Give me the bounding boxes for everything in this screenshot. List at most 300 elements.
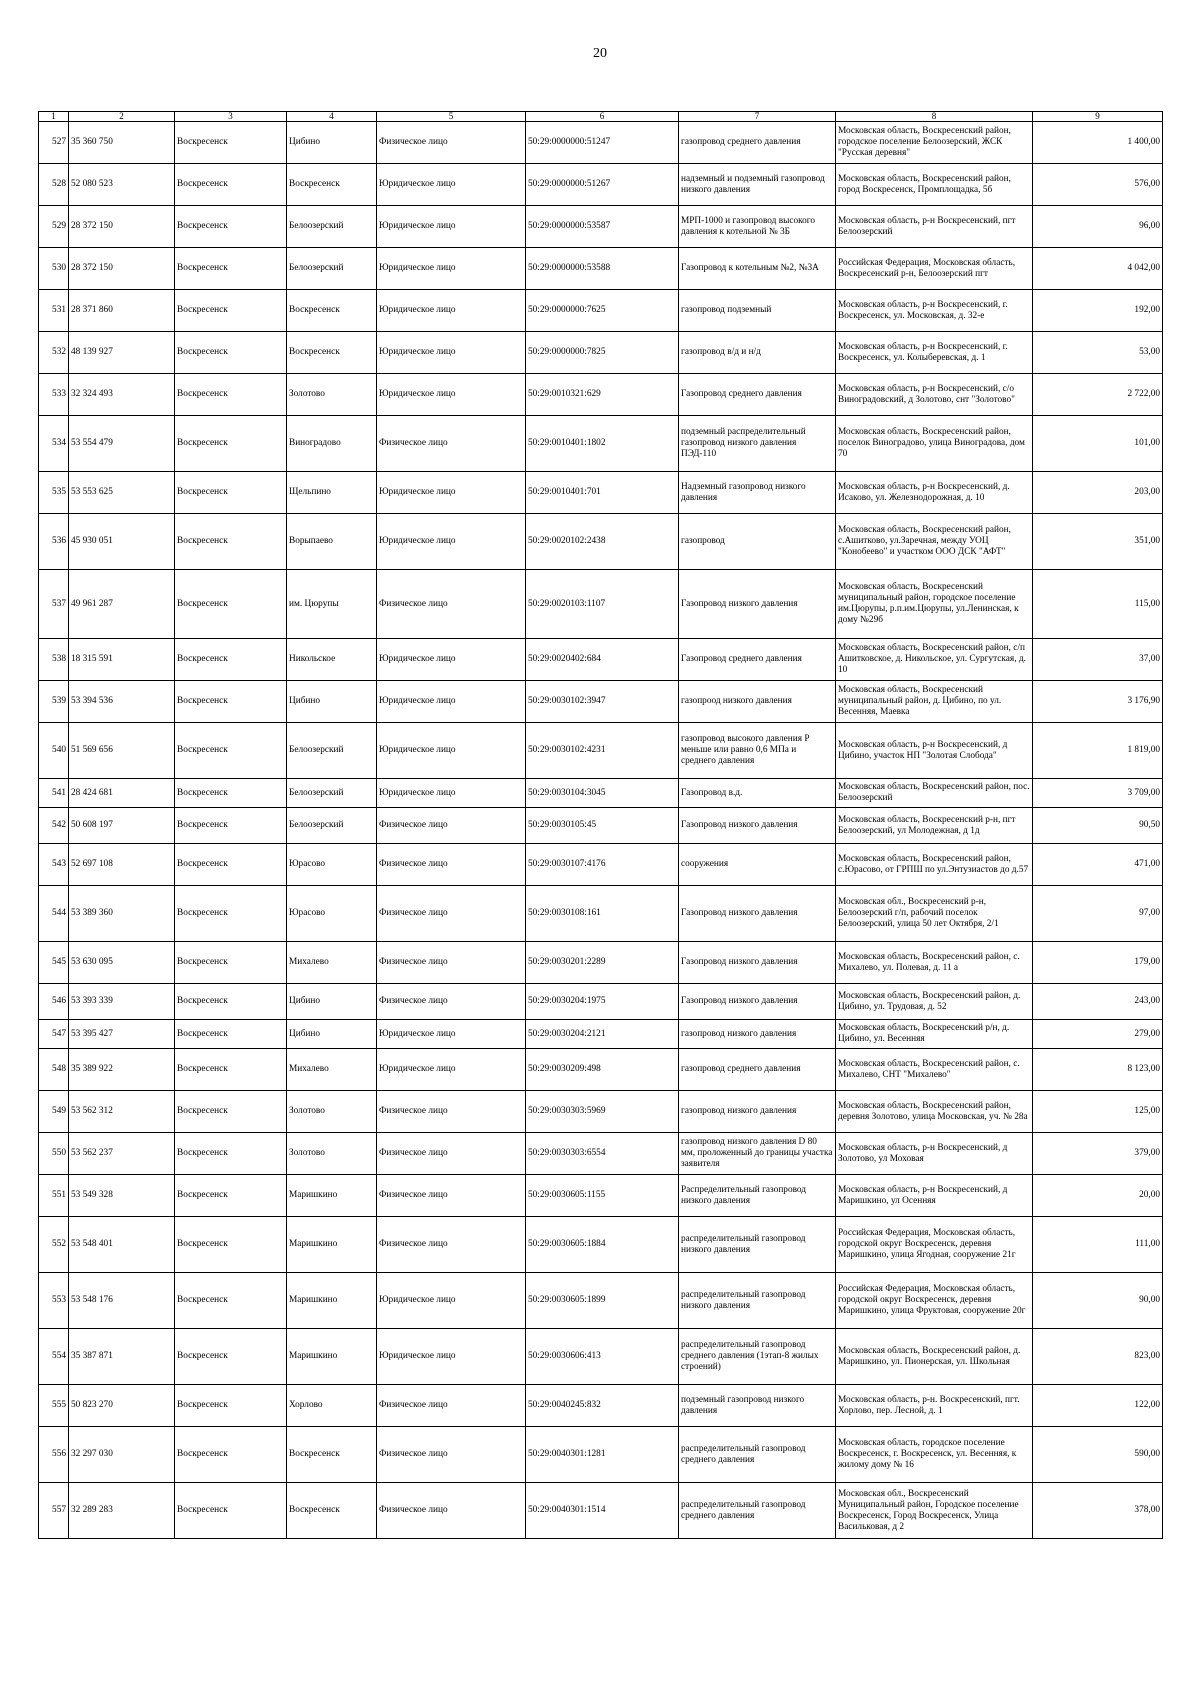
owner-type-cell: Юридическое лицо <box>377 1049 526 1091</box>
locality-cell: Белоозерский <box>287 779 377 808</box>
length-cell: 122,00 <box>1033 1385 1163 1427</box>
owner-type-cell: Юридическое лицо <box>377 1329 526 1385</box>
address-cell: Московская область, Воскресенский район, д. Маришкино, ул. Пионерская, ул. Школьная <box>836 1329 1033 1385</box>
code-cell: 45 930 051 <box>69 514 175 570</box>
owner-type-cell: Юридическое лицо <box>377 514 526 570</box>
cadastral-number-cell: 50:29:0020402:684 <box>526 639 679 681</box>
object-name-cell: распределительный газопровод низкого давления <box>679 1217 836 1273</box>
table-row <box>39 514 1163 570</box>
locality-cell: Маришкино <box>287 1217 377 1273</box>
column-header: 8 <box>836 112 1033 122</box>
locality-cell: Белоозерский <box>287 808 377 844</box>
object-name-cell: МРП-1000 и газопровод высокого давления к котельной № 3Б <box>679 206 836 248</box>
address-cell: Московская область, Воскресенский район, деревня Золотово, улица Московская, уч. № 28а <box>836 1091 1033 1133</box>
table-row <box>39 472 1163 514</box>
address-cell: Московская область, Воскресенский район, д. Цибино, ул. Трудовая, д. 52 <box>836 984 1033 1020</box>
code-cell: 53 395 427 <box>69 1020 175 1049</box>
municipality-cell: Воскресенск <box>175 681 287 723</box>
municipality-cell: Воскресенск <box>175 1175 287 1217</box>
address-cell: Московская область, Воскресенский муниципальный район, городское поселение им.Цюрупы, р.п.им.Цюрупы, ул.Ленинская, к дому №29б <box>836 570 1033 639</box>
object-name-cell: Надземный газопровод низкого давления <box>679 472 836 514</box>
municipality-cell: Воскресенск <box>175 808 287 844</box>
object-name-cell: Газопровод низкого давления <box>679 942 836 984</box>
code-cell: 32 289 283 <box>69 1483 175 1539</box>
table-row <box>39 374 1163 416</box>
table-row <box>39 639 1163 681</box>
cadastral-number-cell: 50:29:0000000:53588 <box>526 248 679 290</box>
row-number-cell: 535 <box>39 472 69 514</box>
table-row <box>39 1049 1163 1091</box>
locality-cell: Воскресенск <box>287 290 377 332</box>
length-cell: 203,00 <box>1033 472 1163 514</box>
municipality-cell: Воскресенск <box>175 639 287 681</box>
locality-cell: Белоозерский <box>287 206 377 248</box>
owner-type-cell: Физическое лицо <box>377 1385 526 1427</box>
length-cell: 90,00 <box>1033 1273 1163 1329</box>
cadastral-number-cell: 50:29:0020102:2438 <box>526 514 679 570</box>
object-name-cell: Газопровод к котельным №2, №3А <box>679 248 836 290</box>
object-name-cell: Газопровод среднего давления <box>679 374 836 416</box>
object-name-cell: Газопровод низкого давления <box>679 886 836 942</box>
locality-cell: Цибино <box>287 122 377 164</box>
row-number-cell: 546 <box>39 984 69 1020</box>
object-name-cell: газопровод в/д и н/д <box>679 332 836 374</box>
object-name-cell: распределительный газопровод низкого давления <box>679 1273 836 1329</box>
object-name-cell: газопровод среднего давления <box>679 122 836 164</box>
length-cell: 590,00 <box>1033 1427 1163 1483</box>
address-cell: Московская область, Воскресенский р/н, д. Цибино, ул. Весенняя <box>836 1020 1033 1049</box>
address-cell: Московская область, р-н Воскресенский, д Цибино, участок НП "Золотая Слобода" <box>836 723 1033 779</box>
address-cell: Московская область, Воскресенский район, пос. Белоозерский <box>836 779 1033 808</box>
table-row <box>39 1217 1163 1273</box>
row-number-cell: 540 <box>39 723 69 779</box>
owner-type-cell: Юридическое лицо <box>377 332 526 374</box>
object-name-cell: распределительный газопровод среднего давления <box>679 1427 836 1483</box>
column-header: 4 <box>287 112 377 122</box>
cadastral-number-cell: 50:29:0000000:51247 <box>526 122 679 164</box>
municipality-cell: Воскресенск <box>175 886 287 942</box>
cadastral-number-cell: 50:29:0030105:45 <box>526 808 679 844</box>
object-name-cell: газопровод низкого давления <box>679 1091 836 1133</box>
locality-cell: Цибино <box>287 681 377 723</box>
address-cell: Московская область, р-н Воскресенский, г. Воскресенск, ул. Колыберевская, д. 1 <box>836 332 1033 374</box>
row-number-cell: 547 <box>39 1020 69 1049</box>
cadastral-number-cell: 50:29:0010401:701 <box>526 472 679 514</box>
locality-cell: Юрасово <box>287 844 377 886</box>
row-number-cell: 548 <box>39 1049 69 1091</box>
table-row <box>39 1133 1163 1175</box>
owner-type-cell: Юридическое лицо <box>377 779 526 808</box>
table-row <box>39 570 1163 639</box>
row-number-cell: 530 <box>39 248 69 290</box>
column-header: 2 <box>69 112 175 122</box>
cadastral-number-cell: 50:29:0030102:4231 <box>526 723 679 779</box>
table-row <box>39 416 1163 472</box>
length-cell: 4 042,00 <box>1033 248 1163 290</box>
row-number-cell: 555 <box>39 1385 69 1427</box>
address-cell: Московская область, Воскресенский район, город Воскресенск, Промплощадка, 5б <box>836 164 1033 206</box>
object-name-cell: Распределительный газопровод низкого давления <box>679 1175 836 1217</box>
table-row <box>39 164 1163 206</box>
locality-cell: Цибино <box>287 984 377 1020</box>
owner-type-cell: Физическое лицо <box>377 844 526 886</box>
locality-cell: Щельпино <box>287 472 377 514</box>
code-cell: 50 823 270 <box>69 1385 175 1427</box>
object-name-cell: Газопровод в.д. <box>679 779 836 808</box>
length-cell: 20,00 <box>1033 1175 1163 1217</box>
locality-cell: Михалево <box>287 1049 377 1091</box>
cadastral-number-cell: 50:29:0030102:3947 <box>526 681 679 723</box>
address-cell: Московская обл., Воскресенский р-н, Белоозерский г/п, рабочий поселок Белоозерский, улица 50 лет Октября, 2/1 <box>836 886 1033 942</box>
length-cell: 97,00 <box>1033 886 1163 942</box>
length-cell: 2 722,00 <box>1033 374 1163 416</box>
municipality-cell: Воскресенск <box>175 984 287 1020</box>
municipality-cell: Воскресенск <box>175 122 287 164</box>
code-cell: 53 549 328 <box>69 1175 175 1217</box>
table-row <box>39 206 1163 248</box>
length-cell: 37,00 <box>1033 639 1163 681</box>
address-cell: Московская область, Воскресенский район, с. Михалево, ул. Полевая, д. 11 а <box>836 942 1033 984</box>
owner-type-cell: Юридическое лицо <box>377 639 526 681</box>
owner-type-cell: Физическое лицо <box>377 1217 526 1273</box>
cadastral-number-cell: 50:29:0030108:161 <box>526 886 679 942</box>
cadastral-number-cell: 50:29:0030605:1899 <box>526 1273 679 1329</box>
table-row <box>39 723 1163 779</box>
code-cell: 53 630 095 <box>69 942 175 984</box>
address-cell: Московская область, Воскресенский район, городское поселение Белоозерский, ЖСК "Русская деревня" <box>836 122 1033 164</box>
length-cell: 192,00 <box>1033 290 1163 332</box>
code-cell: 53 562 312 <box>69 1091 175 1133</box>
length-cell: 1 400,00 <box>1033 122 1163 164</box>
municipality-cell: Воскресенск <box>175 942 287 984</box>
row-number-cell: 527 <box>39 122 69 164</box>
code-cell: 35 389 922 <box>69 1049 175 1091</box>
object-name-cell: сооружения <box>679 844 836 886</box>
length-cell: 101,00 <box>1033 416 1163 472</box>
owner-type-cell: Физическое лицо <box>377 1483 526 1539</box>
row-number-cell: 556 <box>39 1427 69 1483</box>
owner-type-cell: Физическое лицо <box>377 808 526 844</box>
municipality-cell: Воскресенск <box>175 1483 287 1539</box>
owner-type-cell: Юридическое лицо <box>377 723 526 779</box>
row-number-cell: 549 <box>39 1091 69 1133</box>
length-cell: 471,00 <box>1033 844 1163 886</box>
locality-cell: Юрасово <box>287 886 377 942</box>
locality-cell: Маришкино <box>287 1175 377 1217</box>
owner-type-cell: Физическое лицо <box>377 570 526 639</box>
address-cell: Московская область, Воскресенский район, с.Ашитково, ул.Заречная, между УОЦ "Конобеево" и участком ООО ДСК "АФТ" <box>836 514 1033 570</box>
code-cell: 53 554 479 <box>69 416 175 472</box>
row-number-cell: 534 <box>39 416 69 472</box>
locality-cell: Белоозерский <box>287 723 377 779</box>
owner-type-cell: Физическое лицо <box>377 416 526 472</box>
address-cell: Московская область, р-н Воскресенский, г. Воскресенск, ул. Московская, д. 32-е <box>836 290 1033 332</box>
owner-type-cell: Физическое лицо <box>377 1175 526 1217</box>
object-name-cell: подземный распределительный газопровод низкого давления ПЭД-110 <box>679 416 836 472</box>
row-number-cell: 557 <box>39 1483 69 1539</box>
municipality-cell: Воскресенск <box>175 164 287 206</box>
owner-type-cell: Юридическое лицо <box>377 681 526 723</box>
length-cell: 279,00 <box>1033 1020 1163 1049</box>
table-row <box>39 886 1163 942</box>
locality-cell: Маришкино <box>287 1273 377 1329</box>
row-number-cell: 531 <box>39 290 69 332</box>
cadastral-number-cell: 50:29:0020103:1107 <box>526 570 679 639</box>
cadastral-number-cell: 50:29:0000000:51267 <box>526 164 679 206</box>
table-row <box>39 779 1163 808</box>
code-cell: 28 424 681 <box>69 779 175 808</box>
table-row <box>39 1483 1163 1539</box>
code-cell: 28 372 150 <box>69 248 175 290</box>
address-cell: Московская область, Воскресенский район, поселок Виноградово, улица Виноградова, дом 70 <box>836 416 1033 472</box>
object-name-cell: газопровод низкого давления D 80 мм, проложенный до границы участка заявителя <box>679 1133 836 1175</box>
code-cell: 49 961 287 <box>69 570 175 639</box>
code-cell: 50 608 197 <box>69 808 175 844</box>
code-cell: 52 697 108 <box>69 844 175 886</box>
table-row <box>39 984 1163 1020</box>
page-number: 20 <box>593 46 607 61</box>
length-cell: 53,00 <box>1033 332 1163 374</box>
row-number-cell: 538 <box>39 639 69 681</box>
owner-type-cell: Юридическое лицо <box>377 1273 526 1329</box>
owner-type-cell: Физическое лицо <box>377 984 526 1020</box>
locality-cell: Воскресенск <box>287 164 377 206</box>
owner-type-cell: Юридическое лицо <box>377 290 526 332</box>
cadastral-number-cell: 50:29:0010401:1802 <box>526 416 679 472</box>
locality-cell: Белоозерский <box>287 248 377 290</box>
object-name-cell: Газопровод низкого давления <box>679 570 836 639</box>
table-row <box>39 681 1163 723</box>
code-cell: 53 548 401 <box>69 1217 175 1273</box>
row-number-cell: 542 <box>39 808 69 844</box>
length-cell: 823,00 <box>1033 1329 1163 1385</box>
table-row <box>39 808 1163 844</box>
cadastral-number-cell: 50:29:0030104:3045 <box>526 779 679 808</box>
table-row <box>39 1385 1163 1427</box>
row-number-cell: 553 <box>39 1273 69 1329</box>
owner-type-cell: Юридическое лицо <box>377 248 526 290</box>
column-header: 1 <box>39 112 69 122</box>
address-cell: Московская область, р-н. Воскресенский, пгт. Хорлово, пер. Лесной, д. 1 <box>836 1385 1033 1427</box>
length-cell: 8 123,00 <box>1033 1049 1163 1091</box>
row-number-cell: 550 <box>39 1133 69 1175</box>
column-header: 7 <box>679 112 836 122</box>
municipality-cell: Воскресенск <box>175 1385 287 1427</box>
column-header: 6 <box>526 112 679 122</box>
object-name-cell: газопровод низкого давления <box>679 1020 836 1049</box>
owner-type-cell: Физическое лицо <box>377 942 526 984</box>
row-number-cell: 529 <box>39 206 69 248</box>
cadastral-number-cell: 50:29:0040301:1281 <box>526 1427 679 1483</box>
object-name-cell: Газопровод низкого давления <box>679 984 836 1020</box>
cadastral-number-cell: 50:29:0010321:629 <box>526 374 679 416</box>
owner-type-cell: Физическое лицо <box>377 1091 526 1133</box>
cadastral-number-cell: 50:29:0000000:7625 <box>526 290 679 332</box>
object-name-cell: газопровод <box>679 514 836 570</box>
address-cell: Московская область, р-н Воскресенский, с/о Виноградовский, д Золотово, снт "Золотово" <box>836 374 1033 416</box>
municipality-cell: Воскресенск <box>175 1273 287 1329</box>
code-cell: 35 360 750 <box>69 122 175 164</box>
registry-table <box>38 111 1163 1539</box>
object-name-cell: распределительный газопровод среднего давления (1этап-8 жилых строений) <box>679 1329 836 1385</box>
code-cell: 32 324 493 <box>69 374 175 416</box>
row-number-cell: 532 <box>39 332 69 374</box>
row-number-cell: 528 <box>39 164 69 206</box>
address-cell: Московская область, городское поселение Воскресенск, г. Воскресенск, ул. Весенняя, к жилому дому № 16 <box>836 1427 1033 1483</box>
owner-type-cell: Юридическое лицо <box>377 164 526 206</box>
length-cell: 90,50 <box>1033 808 1163 844</box>
header-row <box>39 112 1163 122</box>
locality-cell: Золотово <box>287 1091 377 1133</box>
locality-cell: Цибино <box>287 1020 377 1049</box>
length-cell: 3 709,00 <box>1033 779 1163 808</box>
table-row <box>39 290 1163 332</box>
address-cell: Российская Федерация, Московская область, Воскресенский р-н, Белоозерский пгт <box>836 248 1033 290</box>
address-cell: Московская область, Воскресенский район, с. Михалево, СНТ "Михалево" <box>836 1049 1033 1091</box>
locality-cell: Ворыпаево <box>287 514 377 570</box>
code-cell: 53 393 339 <box>69 984 175 1020</box>
municipality-cell: Воскресенск <box>175 844 287 886</box>
row-number-cell: 533 <box>39 374 69 416</box>
length-cell: 111,00 <box>1033 1217 1163 1273</box>
address-cell: Московская область, р-н Воскресенский, д. Исаково, ул. Железнодорожная, д. 10 <box>836 472 1033 514</box>
municipality-cell: Воскресенск <box>175 248 287 290</box>
code-cell: 35 387 871 <box>69 1329 175 1385</box>
locality-cell: Воскресенск <box>287 332 377 374</box>
row-number-cell: 554 <box>39 1329 69 1385</box>
owner-type-cell: Физическое лицо <box>377 122 526 164</box>
address-cell: Российская Федерация, Московская область, городской округ Воскресенск, деревня Маришкино, улица Фруктовая, сооружение 20г <box>836 1273 1033 1329</box>
locality-cell: Хорлово <box>287 1385 377 1427</box>
code-cell: 53 394 536 <box>69 681 175 723</box>
code-cell: 32 297 030 <box>69 1427 175 1483</box>
municipality-cell: Воскресенск <box>175 290 287 332</box>
municipality-cell: Воскресенск <box>175 570 287 639</box>
row-number-cell: 536 <box>39 514 69 570</box>
length-cell: 96,00 <box>1033 206 1163 248</box>
length-cell: 125,00 <box>1033 1091 1163 1133</box>
municipality-cell: Воскресенск <box>175 416 287 472</box>
cadastral-number-cell: 50:29:0030204:1975 <box>526 984 679 1020</box>
code-cell: 52 080 523 <box>69 164 175 206</box>
table-row <box>39 122 1163 164</box>
code-cell: 53 562 237 <box>69 1133 175 1175</box>
table-row <box>39 844 1163 886</box>
table-row <box>39 1329 1163 1385</box>
object-name-cell: распределительный газопровод среднего давления <box>679 1483 836 1539</box>
cadastral-number-cell: 50:29:0030605:1884 <box>526 1217 679 1273</box>
row-number-cell: 543 <box>39 844 69 886</box>
row-number-cell: 544 <box>39 886 69 942</box>
locality-cell: Маришкино <box>287 1329 377 1385</box>
municipality-cell: Воскресенск <box>175 1049 287 1091</box>
municipality-cell: Воскресенск <box>175 723 287 779</box>
row-number-cell: 539 <box>39 681 69 723</box>
address-cell: Московская область, Воскресенский муниципальный район, д. Цибино, по ул. Весенняя, Маевка <box>836 681 1033 723</box>
municipality-cell: Воскресенск <box>175 1329 287 1385</box>
length-cell: 243,00 <box>1033 984 1163 1020</box>
code-cell: 28 371 860 <box>69 290 175 332</box>
code-cell: 18 315 591 <box>69 639 175 681</box>
row-number-cell: 545 <box>39 942 69 984</box>
length-cell: 379,00 <box>1033 1133 1163 1175</box>
municipality-cell: Воскресенск <box>175 779 287 808</box>
length-cell: 1 819,00 <box>1033 723 1163 779</box>
address-cell: Московская область, р-н Воскресенский, д Золотово, ул Моховая <box>836 1133 1033 1175</box>
locality-cell: Никольское <box>287 639 377 681</box>
cadastral-number-cell: 50:29:0030303:6554 <box>526 1133 679 1175</box>
length-cell: 351,00 <box>1033 514 1163 570</box>
column-header: 3 <box>175 112 287 122</box>
object-name-cell: Газопровод среднего давления <box>679 639 836 681</box>
cadastral-number-cell: 50:29:0040245:832 <box>526 1385 679 1427</box>
object-name-cell: надземный и подземный газопровод низкого давления <box>679 164 836 206</box>
row-number-cell: 552 <box>39 1217 69 1273</box>
owner-type-cell: Юридическое лицо <box>377 472 526 514</box>
table-row <box>39 1427 1163 1483</box>
address-cell: Московская область, Воскресенский район, с.Юрасово, от ГРПШ по ул.Энтузиастов до д.57 <box>836 844 1033 886</box>
length-cell: 179,00 <box>1033 942 1163 984</box>
column-header: 9 <box>1033 112 1163 122</box>
code-cell: 53 548 176 <box>69 1273 175 1329</box>
table-row <box>39 1175 1163 1217</box>
municipality-cell: Воскресенск <box>175 1133 287 1175</box>
length-cell: 378,00 <box>1033 1483 1163 1539</box>
table-row <box>39 1020 1163 1049</box>
locality-cell: Золотово <box>287 374 377 416</box>
owner-type-cell: Физическое лицо <box>377 1427 526 1483</box>
code-cell: 28 372 150 <box>69 206 175 248</box>
object-name-cell: газопровод среднего давления <box>679 1049 836 1091</box>
object-name-cell: газопровод подземный <box>679 290 836 332</box>
cadastral-number-cell: 50:29:0000000:53587 <box>526 206 679 248</box>
cadastral-number-cell: 50:29:0030209:498 <box>526 1049 679 1091</box>
table-row <box>39 1273 1163 1329</box>
locality-cell: им. Цюрупы <box>287 570 377 639</box>
table-row <box>39 332 1163 374</box>
registry-body <box>39 122 1163 1539</box>
locality-cell: Виноградово <box>287 416 377 472</box>
table-row <box>39 1091 1163 1133</box>
length-cell: 3 176,90 <box>1033 681 1163 723</box>
object-name-cell: подземный газопровод низкого давления <box>679 1385 836 1427</box>
locality-cell: Воскресенск <box>287 1483 377 1539</box>
locality-cell: Михалево <box>287 942 377 984</box>
row-number-cell: 551 <box>39 1175 69 1217</box>
length-cell: 576,00 <box>1033 164 1163 206</box>
cadastral-number-cell: 50:29:0030605:1155 <box>526 1175 679 1217</box>
column-header: 5 <box>377 112 526 122</box>
owner-type-cell: Юридическое лицо <box>377 1020 526 1049</box>
row-number-cell: 537 <box>39 570 69 639</box>
municipality-cell: Воскресенск <box>175 206 287 248</box>
municipality-cell: Воскресенск <box>175 1427 287 1483</box>
object-name-cell: газопровод высокого давления Р меньше или равно 0,6 МПа и среднего давления <box>679 723 836 779</box>
cadastral-number-cell: 50:29:0030606:413 <box>526 1329 679 1385</box>
object-name-cell: Газопровод низкого давления <box>679 808 836 844</box>
code-cell: 53 553 625 <box>69 472 175 514</box>
cadastral-number-cell: 50:29:0030303:5969 <box>526 1091 679 1133</box>
owner-type-cell: Физическое лицо <box>377 886 526 942</box>
cadastral-number-cell: 50:29:0040301:1514 <box>526 1483 679 1539</box>
owner-type-cell: Юридическое лицо <box>377 374 526 416</box>
municipality-cell: Воскресенск <box>175 1217 287 1273</box>
object-name-cell: газопроод низкого давления <box>679 681 836 723</box>
table-row <box>39 248 1163 290</box>
length-cell: 115,00 <box>1033 570 1163 639</box>
locality-cell: Воскресенск <box>287 1427 377 1483</box>
cadastral-number-cell: 50:29:0030107:4176 <box>526 844 679 886</box>
